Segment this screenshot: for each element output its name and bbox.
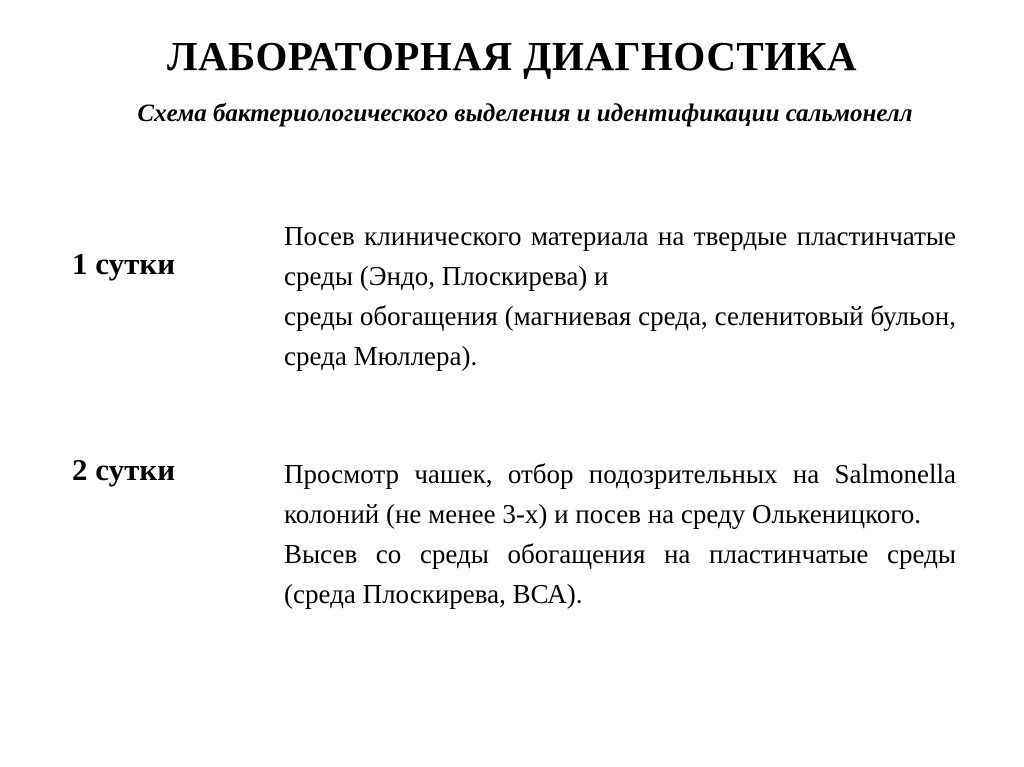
day-2-paragraph-2: Высев со среды обогащения на пластинчатые среды (среда Плоскирева, ВСА). (284, 539, 956, 609)
day-2-label: 2 сутки (72, 452, 176, 487)
day-1-paragraph-1: Посев клинического материала на твердые пластинчатые среды (Эндо, Плоскирева) и (284, 221, 956, 291)
day-1-description (284, 216, 956, 376)
day-1-label: 1 сутки (72, 246, 176, 281)
day-1-paragraph-2: среды обогащения (магниевая среда, селенитовый бульон, среда Мюллера). (284, 301, 956, 371)
day-2-description (284, 454, 956, 614)
slide-subtitle: Схема бактериологического выделения и идентификации сальмонелл (137, 100, 913, 127)
day-2-paragraph-1: Просмотр чашек, отбор подозрительных на Salmonella колоний (не менее 3-х) и посев на среду Олькеницкого. (284, 459, 956, 529)
slide-title: ЛАБОРАТОРНАЯ ДИАГНОСТИКА (166, 33, 858, 79)
